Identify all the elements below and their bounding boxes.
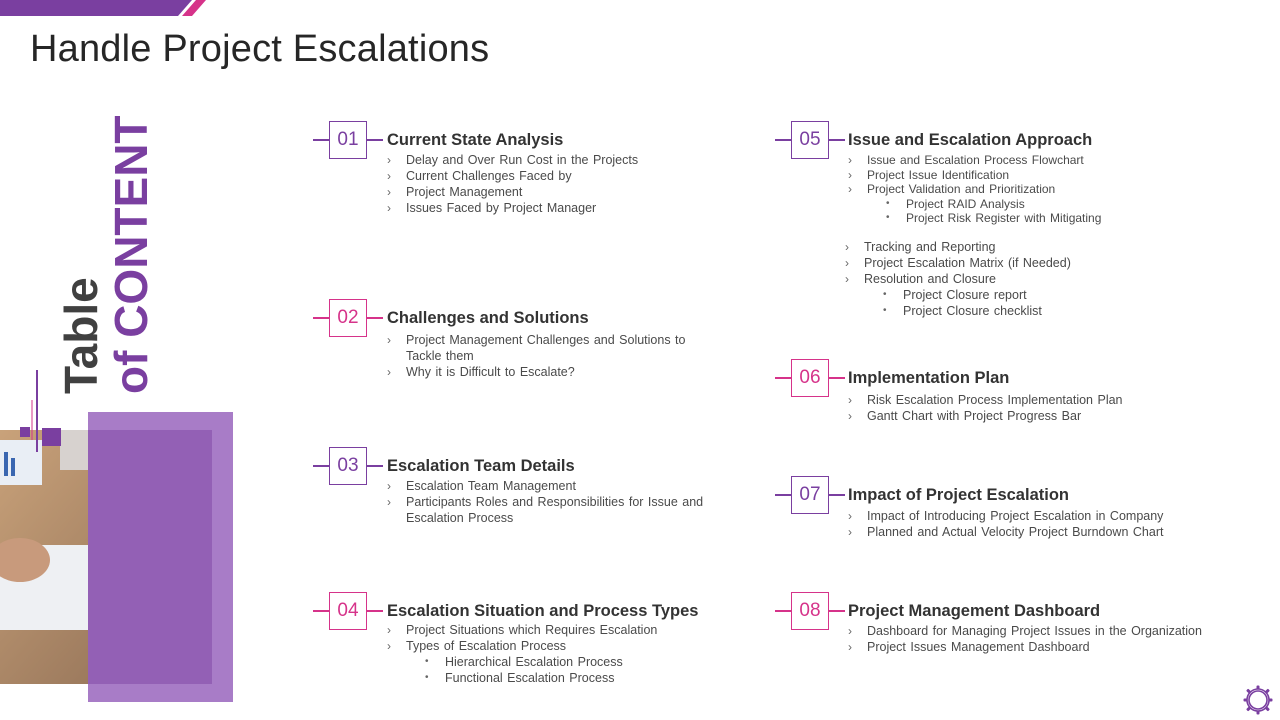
- section-title: Impact of Project Escalation: [848, 486, 1069, 504]
- section-02: [313, 299, 733, 399]
- list-item: › Project Issue Identification: [848, 168, 1101, 183]
- section-number-marker: [775, 476, 845, 514]
- section-03: [313, 447, 733, 547]
- section-items: [387, 478, 727, 526]
- section-items: [848, 153, 1101, 226]
- table-of-content-label: [55, 114, 157, 394]
- section-items: [848, 623, 1202, 655]
- section-items: [387, 332, 712, 380]
- section-number: 04: [329, 592, 367, 630]
- section-title: Current State Analysis: [387, 131, 564, 149]
- section-number: 08: [791, 592, 829, 630]
- list-item: › Participants Roles and Responsibilities for Issue and Escalation Process: [387, 494, 727, 526]
- section-number: 02: [329, 299, 367, 337]
- section-title: Issue and Escalation Approach: [848, 131, 1093, 149]
- section-number-marker: [313, 299, 383, 337]
- toc-label-line1: Table: [55, 277, 107, 394]
- section-number-marker: [313, 447, 383, 485]
- sub-list-item: • Functional Escalation Process: [387, 670, 657, 686]
- section-number-marker: [313, 121, 383, 159]
- list-item: › Escalation Team Management: [387, 478, 727, 494]
- section-number-marker: [313, 592, 383, 630]
- list-item: › Dashboard for Managing Project Issues in the Organization: [848, 623, 1202, 639]
- list-item: › Current Challenges Faced by: [387, 168, 638, 184]
- section-items: [387, 152, 638, 216]
- section-items-continued: [845, 239, 1071, 319]
- section-number-marker: [775, 592, 845, 630]
- list-item: › Project Issues Management Dashboard: [848, 639, 1202, 655]
- section-number: 03: [329, 447, 367, 485]
- section-number: 07: [791, 476, 829, 514]
- section-title: Challenges and Solutions: [387, 309, 589, 327]
- section-04: [313, 592, 733, 692]
- list-item: › Resolution and Closure: [845, 271, 1071, 287]
- list-item: › Gantt Chart with Project Progress Bar: [848, 408, 1123, 424]
- section-number: 01: [329, 121, 367, 159]
- list-item: › Delay and Over Run Cost in the Projects: [387, 152, 638, 168]
- section-08: [775, 592, 1225, 672]
- sub-list-item: • Hierarchical Escalation Process: [387, 654, 657, 670]
- section-number-marker: [775, 121, 845, 159]
- section-items: [848, 392, 1123, 424]
- section-title: Escalation Situation and Process Types: [387, 602, 699, 620]
- list-item: › Project Management: [387, 184, 638, 200]
- list-item: › Issues Faced by Project Manager: [387, 200, 638, 216]
- list-item: › Project Management Challenges and Solutions to Tackle them: [387, 332, 712, 364]
- list-item: › Project Escalation Matrix (if Needed): [845, 255, 1071, 271]
- section-title: Implementation Plan: [848, 369, 1010, 387]
- list-item: › Tracking and Reporting: [845, 239, 1071, 255]
- section-07: [775, 476, 1195, 556]
- gear-icon: [1242, 684, 1274, 716]
- section-title: Escalation Team Details: [387, 457, 575, 475]
- list-item: › Types of Escalation Process: [387, 638, 657, 654]
- section-items: [848, 508, 1163, 540]
- list-item: › Impact of Introducing Project Escalation in Company: [848, 508, 1163, 524]
- section-number-marker: [775, 359, 845, 397]
- list-item: › Project Validation and Prioritization: [848, 182, 1101, 197]
- list-item: › Why it is Difficult to Escalate?: [387, 364, 712, 380]
- list-item: › Planned and Actual Velocity Project Burndown Chart: [848, 524, 1163, 540]
- sub-list-item: • Project Closure checklist: [845, 303, 1071, 319]
- section-items: [387, 622, 657, 686]
- section-06: [775, 359, 1195, 439]
- section-05: [775, 121, 1195, 331]
- toc-label-line2: of CONTENT: [105, 115, 157, 394]
- sub-list-item: • Project Risk Register with Mitigating: [848, 211, 1101, 226]
- section-number: 05: [791, 121, 829, 159]
- section-title: Project Management Dashboard: [848, 602, 1101, 620]
- list-item: › Risk Escalation Process Implementation Plan: [848, 392, 1123, 408]
- page-title: Handle Project Escalations: [30, 28, 490, 70]
- section-01: [313, 121, 713, 241]
- list-item: › Issue and Escalation Process Flowchart: [848, 153, 1101, 168]
- list-item: › Project Situations which Requires Escalation: [387, 622, 657, 638]
- section-number: 06: [791, 359, 829, 397]
- sub-list-item: • Project Closure report: [845, 287, 1071, 303]
- sub-list-item: • Project RAID Analysis: [848, 197, 1101, 212]
